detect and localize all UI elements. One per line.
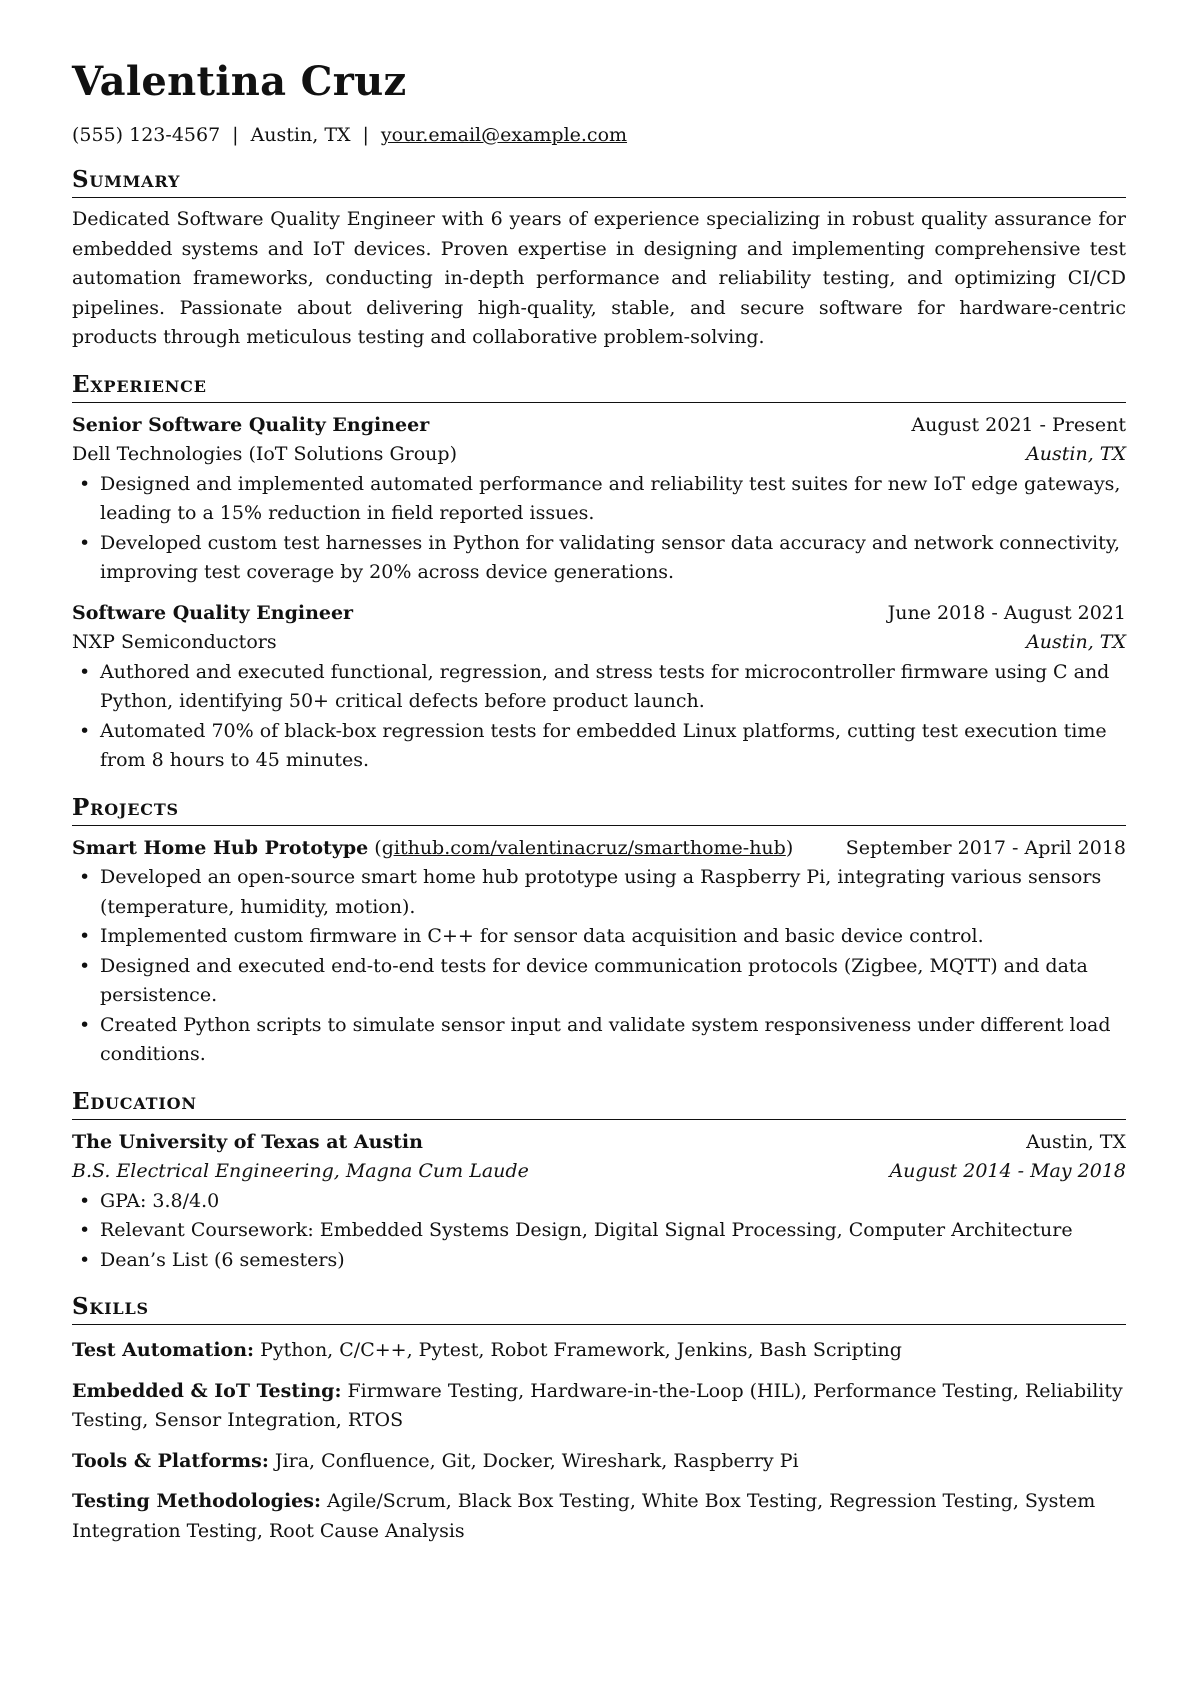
list-item: • Designed and executed end-to-end tests for device communication protocols (Zigbee, MQTT) and data persistence. (72, 952, 1126, 1011)
list-item: • Automated 70% of black-box regression tests for embedded Linux platforms, cutting test execution time from 8 hours to 45 minutes. (72, 717, 1126, 776)
skill-items: Firmware Testing, Hardware-in-the-Loop (HIL), Performance Testing, Reliability Testing, Sensor Integration, RTOS (72, 1379, 1123, 1431)
summary-text: Dedicated Software Quality Engineer with 6 years of experience specializing in robust quality assurance for embedded systems and IoT devices. Proven expertise in designing and implementing comprehensive test automation frameworks, conducting in-depth performance and reliability testing, and optimizing CI/CD pipelines. Passionate about delivering high-quality, stable, and secure software for hardware-centric products through meticulous testing and collaborative problem-solving. (72, 208, 1126, 348)
skill-group (72, 1377, 1126, 1436)
job-bullets (72, 658, 1126, 776)
list-item: • Relevant Coursework: Embedded Systems Design, Digital Signal Processing, Computer Architecture (72, 1216, 1126, 1246)
education-bullets (72, 1187, 1126, 1276)
education-header (72, 1128, 1126, 1158)
list-item: • Authored and executed functional, regression, and stress tests for microcontroller firmware using C and Python, identifying 50+ critical defects before product launch. (72, 658, 1126, 717)
list-item: • Created Python scripts to simulate sensor input and validate system responsiveness under different load conditions. (72, 1011, 1126, 1070)
skill-label: Testing Methodologies: (72, 1490, 321, 1512)
school-name: The University of Texas at Austin (72, 1130, 423, 1153)
section-title-projects: Projects (72, 794, 1126, 826)
candidate-name: Valentina Cruz (72, 58, 407, 105)
projects-section (72, 794, 1126, 1070)
education-subheader (72, 1157, 1126, 1187)
skill-group (72, 1487, 1126, 1546)
skill-label: Embedded & IoT Testing: (72, 1379, 342, 1402)
section-title-experience: Experience (72, 371, 1126, 403)
education-entry (72, 1128, 1126, 1276)
skill-group (72, 1336, 1126, 1366)
phone: (555) 123-4567 (72, 124, 221, 146)
list-item: • Dean’s List (6 semesters) (72, 1246, 1126, 1276)
education-dates: August 2014 - May 2018 (889, 1160, 1126, 1182)
skill-group (72, 1447, 1126, 1477)
resume-page (72, 58, 1126, 1546)
contact-line (72, 122, 1126, 148)
job-location: Austin, TX (1026, 443, 1126, 465)
list-item: • Designed and implemented automated performance and reliability test suites for new IoT edge gateways, leading to a 15% reduction in field reported issues. (72, 470, 1126, 529)
job-dates: June 2018 - August 2021 (887, 601, 1126, 624)
skill-items: Agile/Scrum, Black Box Testing, White Box Testing, Regression Testing, System Integration Testing, Root Cause Analysis (72, 1490, 1096, 1542)
job-role: Senior Software Quality Engineer (72, 413, 430, 436)
section-title-summary: Summary (72, 166, 1126, 198)
contact-separator: | (362, 124, 369, 146)
project-header (72, 834, 1126, 864)
skill-label: Tools & Platforms: (72, 1449, 269, 1472)
job-subheader (72, 628, 1126, 658)
skills-section (72, 1293, 1126, 1546)
project-dates: September 2017 - April 2018 (845, 836, 1126, 859)
list-item: • Developed an open-source smart home hub prototype using a Raspberry Pi, integrating various sensors (temperature, humidity, motion). (72, 863, 1126, 922)
job-company: NXP Semiconductors (72, 631, 277, 653)
school-location: Austin, TX (1026, 1130, 1126, 1153)
skill-items: Jira, Confluence, Git, Docker, Wireshark, Raspberry Pi (274, 1449, 799, 1472)
list-item: • GPA: 3.8/4.0 (72, 1187, 1126, 1217)
list-item: • Developed custom test harnesses in Python for validating sensor data accuracy and network connectivity, improving test coverage by 20% across device generations. (72, 529, 1126, 588)
job-bullets (72, 470, 1126, 588)
project-link[interactable]: github.com/valentinacruz/smarthome-hub (381, 836, 786, 859)
list-item: • Implemented custom firmware in C++ for sensor data acquisition and basic device control. (72, 922, 1126, 952)
job-dates: August 2021 - Present (911, 413, 1126, 436)
summary-section (72, 166, 1126, 353)
education-section (72, 1088, 1126, 1276)
degree: B.S. Electrical Engineering, Magna Cum Laude (72, 1160, 529, 1182)
job-header (72, 599, 1126, 629)
job-entry (72, 599, 1126, 776)
experience-section (72, 371, 1126, 776)
location: Austin, TX (250, 124, 351, 146)
project-entry (72, 834, 1126, 1070)
job-role: Software Quality Engineer (72, 601, 354, 624)
skill-label: Test Automation: (72, 1339, 255, 1361)
job-location: Austin, TX (1026, 631, 1126, 653)
project-name: Smart Home Hub Prototype (72, 836, 369, 859)
email-link[interactable]: your.email@example.com (380, 124, 628, 146)
job-header (72, 411, 1126, 441)
contact-separator: | (232, 124, 239, 146)
job-company: Dell Technologies (IoT Solutions Group) (72, 443, 457, 465)
section-title-education: Education (72, 1088, 1126, 1120)
job-subheader (72, 440, 1126, 470)
job-entry (72, 411, 1126, 588)
skill-items: Python, C/C++, Pytest, Robot Framework, Jenkins, Bash Scripting (260, 1339, 902, 1361)
section-title-skills: Skills (72, 1293, 1126, 1325)
project-title: Smart Home Hub Prototype (github.com/valentinacruz/smarthome-hub) (72, 836, 794, 859)
project-bullets (72, 863, 1126, 1070)
